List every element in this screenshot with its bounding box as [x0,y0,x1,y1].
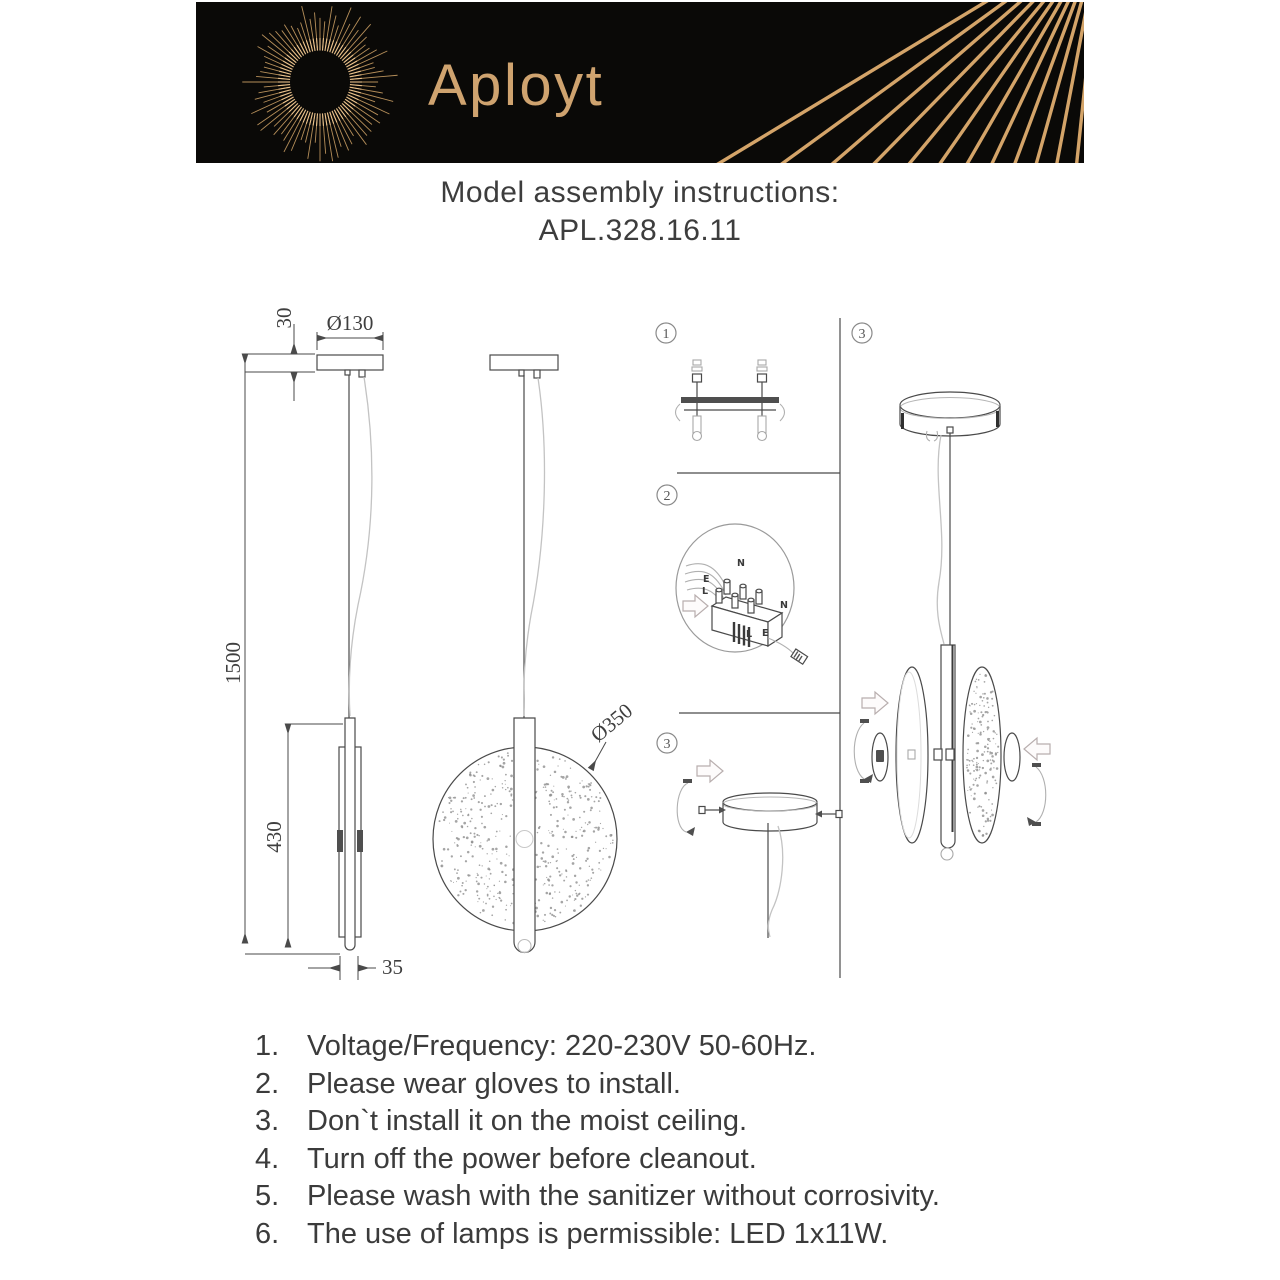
dimension-label-fixture-thickness: 35 [382,955,403,979]
mounting-bracket [681,397,779,403]
step-2-arrow-icon [683,595,708,617]
instruction-text: Don`t install it on the moist ceiling. [307,1105,748,1138]
instruction-number: 6. [255,1217,280,1250]
assemble-arrow-icon [1024,738,1050,760]
banner-art [196,2,1084,163]
canopy-side-view [317,355,383,370]
canopy-front-view [490,355,558,370]
instruction-item [255,1103,940,1141]
wire-label-e: E [703,574,710,585]
wire-label-n: N [737,558,745,569]
lamp-stem-side-view [345,718,355,950]
instruction-item [255,1178,940,1216]
instruction-item [255,1216,940,1254]
instruction-number: 1. [255,1030,280,1062]
instruction-text: Turn off the power before cleanout. [307,1142,757,1175]
instruction-text: Voltage/Frequency: 220-230V 50-60Hz. [307,1030,817,1062]
canopy-3d [723,793,817,831]
instruction-item [255,1141,940,1179]
step-3-arrow-icon [697,760,723,782]
lock-ring [1004,733,1020,781]
wire-label-e2: E [762,628,769,639]
assemble-arrow-icon [862,692,888,714]
step-3-number: 3 [663,737,671,752]
instruction-number: 3. [255,1105,280,1138]
step-2-number: 2 [663,489,671,504]
dimension-label-canopy-height: 30 [272,307,296,329]
model-number: APL.328.16.11 [538,214,742,247]
ray-fan-decoration [690,2,1084,163]
front-view-drawing [433,355,637,953]
instruction-number: 4. [255,1142,280,1175]
side-screw [815,811,842,818]
dimension-label-overall-drop: 1500 [221,642,245,684]
power-cable [349,377,372,716]
rotate-arrow-icon [677,779,695,836]
rotate-arrow-icon [854,719,873,783]
brand-banner [196,2,1084,163]
dimension-label-fixture-height: 430 [262,821,286,853]
instruction-list [255,1028,940,1254]
sunburst-logo-icon [242,6,397,161]
wire-label-l: L [702,586,709,597]
exploded-view-drawing [852,323,1050,860]
title-block [0,174,1280,250]
step-2-diagram [657,485,808,665]
instruction-number: 2. [255,1067,280,1100]
brand-wordmark: Aployt [428,53,605,118]
side-view-drawing [221,308,403,981]
step-1-number: 1 [662,327,670,342]
side-screw [699,807,726,814]
dimension-label-disc-diameter: Ø350 [585,698,638,747]
instruction-number: 5. [255,1180,280,1213]
instruction-item [255,1066,940,1104]
rotate-arrow-icon [1027,763,1046,826]
dimension-label-canopy-diameter: Ø130 [326,311,374,335]
step-1-diagram [656,323,785,441]
assembly-diagram [0,270,1280,1015]
instruction-text: Please wash with the sanitizer without corrosivity. [307,1180,940,1213]
step-3b-number: 3 [858,327,866,342]
instruction-item [255,1028,940,1066]
instruction-text: The use of lamps is permissible: LED 1x11W. [307,1217,889,1250]
wire-label-n2: N [780,600,788,611]
step-3-diagram [657,733,842,938]
instruction-text: Please wear gloves to install. [307,1067,681,1100]
wire-label-l2: L [746,629,753,640]
page-title: Model assembly instructions: [440,176,840,209]
